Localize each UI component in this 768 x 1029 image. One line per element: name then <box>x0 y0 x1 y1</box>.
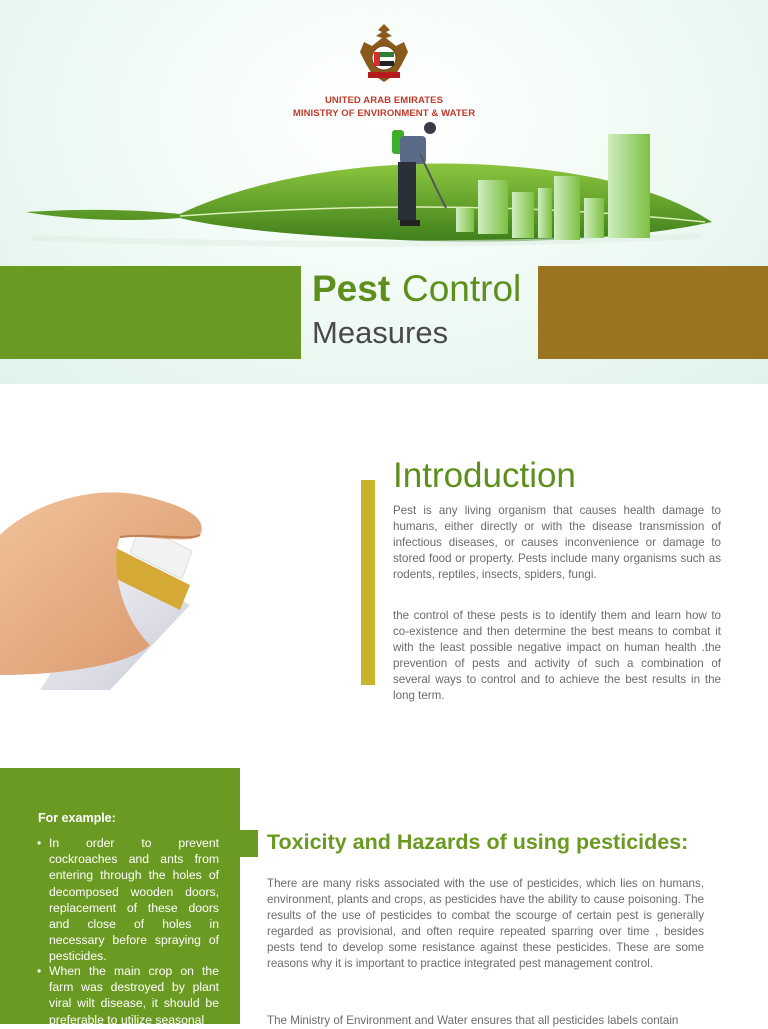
org-name-line2: MINISTRY OF ENVIRONMENT & WATER <box>292 108 476 119</box>
bullet-icon: • <box>37 964 42 978</box>
toxicity-heading: Toxicity and Hazards of using pesticides: <box>267 830 689 854</box>
sidebar-tab-notch <box>240 830 258 857</box>
bullet-icon: • <box>37 836 42 850</box>
left-color-band <box>0 266 301 359</box>
sidebar-list-item: When the main crop on the farm was destroyed by plant viral wilt disease, it should be preferable to utilize seasonal <box>49 964 219 1027</box>
page-title-light: Control <box>402 268 522 309</box>
leaf-city-illustration <box>0 110 768 270</box>
intro-paragraph-2: the control of these pests is to identify them and learn how to co-existence and then determine the best means to combat it with the least possible negative impact on human health .the prevention of pests and activity of such a combination of several ways to control and to achieve the best results in the long term. <box>393 609 721 703</box>
intro-heading: Introduction <box>393 456 576 495</box>
right-color-band <box>538 266 768 359</box>
sidebar-list-item: In order to prevent cockroaches and ants from entering through the holes of decomposed wooden doors, replacement of these doors and close of holes in necessary before spraying of pesticides. <box>49 836 219 964</box>
page-subtitle: Measures <box>312 315 449 350</box>
intro-accent-bar <box>361 480 375 685</box>
spray-can-photo <box>0 475 330 690</box>
toxicity-paragraph-1: There are many risks associated with the use of pesticides, which lies on humans, environment, plants and crops, as pesticides have the ability to cause poisoning. The results of the use of pesticides to combat the scourge of certain pest is generally regarded as provisional, and often require repeated sparring over time , besides pests tend to develop some resistance against these pesticides. These are some reasons why it is important to practice integrated pest management control. <box>267 877 704 971</box>
sidebar-heading: For example: <box>38 811 116 825</box>
org-name-line1: UNITED ARAB EMIRATES <box>324 95 444 106</box>
toxicity-paragraph-2: The Ministry of Environment and Water ensures that all pesticides labels contain <box>267 1014 679 1027</box>
page-title-bold: Pest <box>312 268 391 309</box>
uae-emblem-icon <box>356 22 412 84</box>
intro-paragraph-1: Pest is any living organism that causes health damage to humans, either directly or with the disease transmission of infectious diseases, or causes inconvenience or damage to stored food or property. Pests include many organisms such as rodents, reptiles, insects, spiders, fungi. <box>393 504 721 582</box>
